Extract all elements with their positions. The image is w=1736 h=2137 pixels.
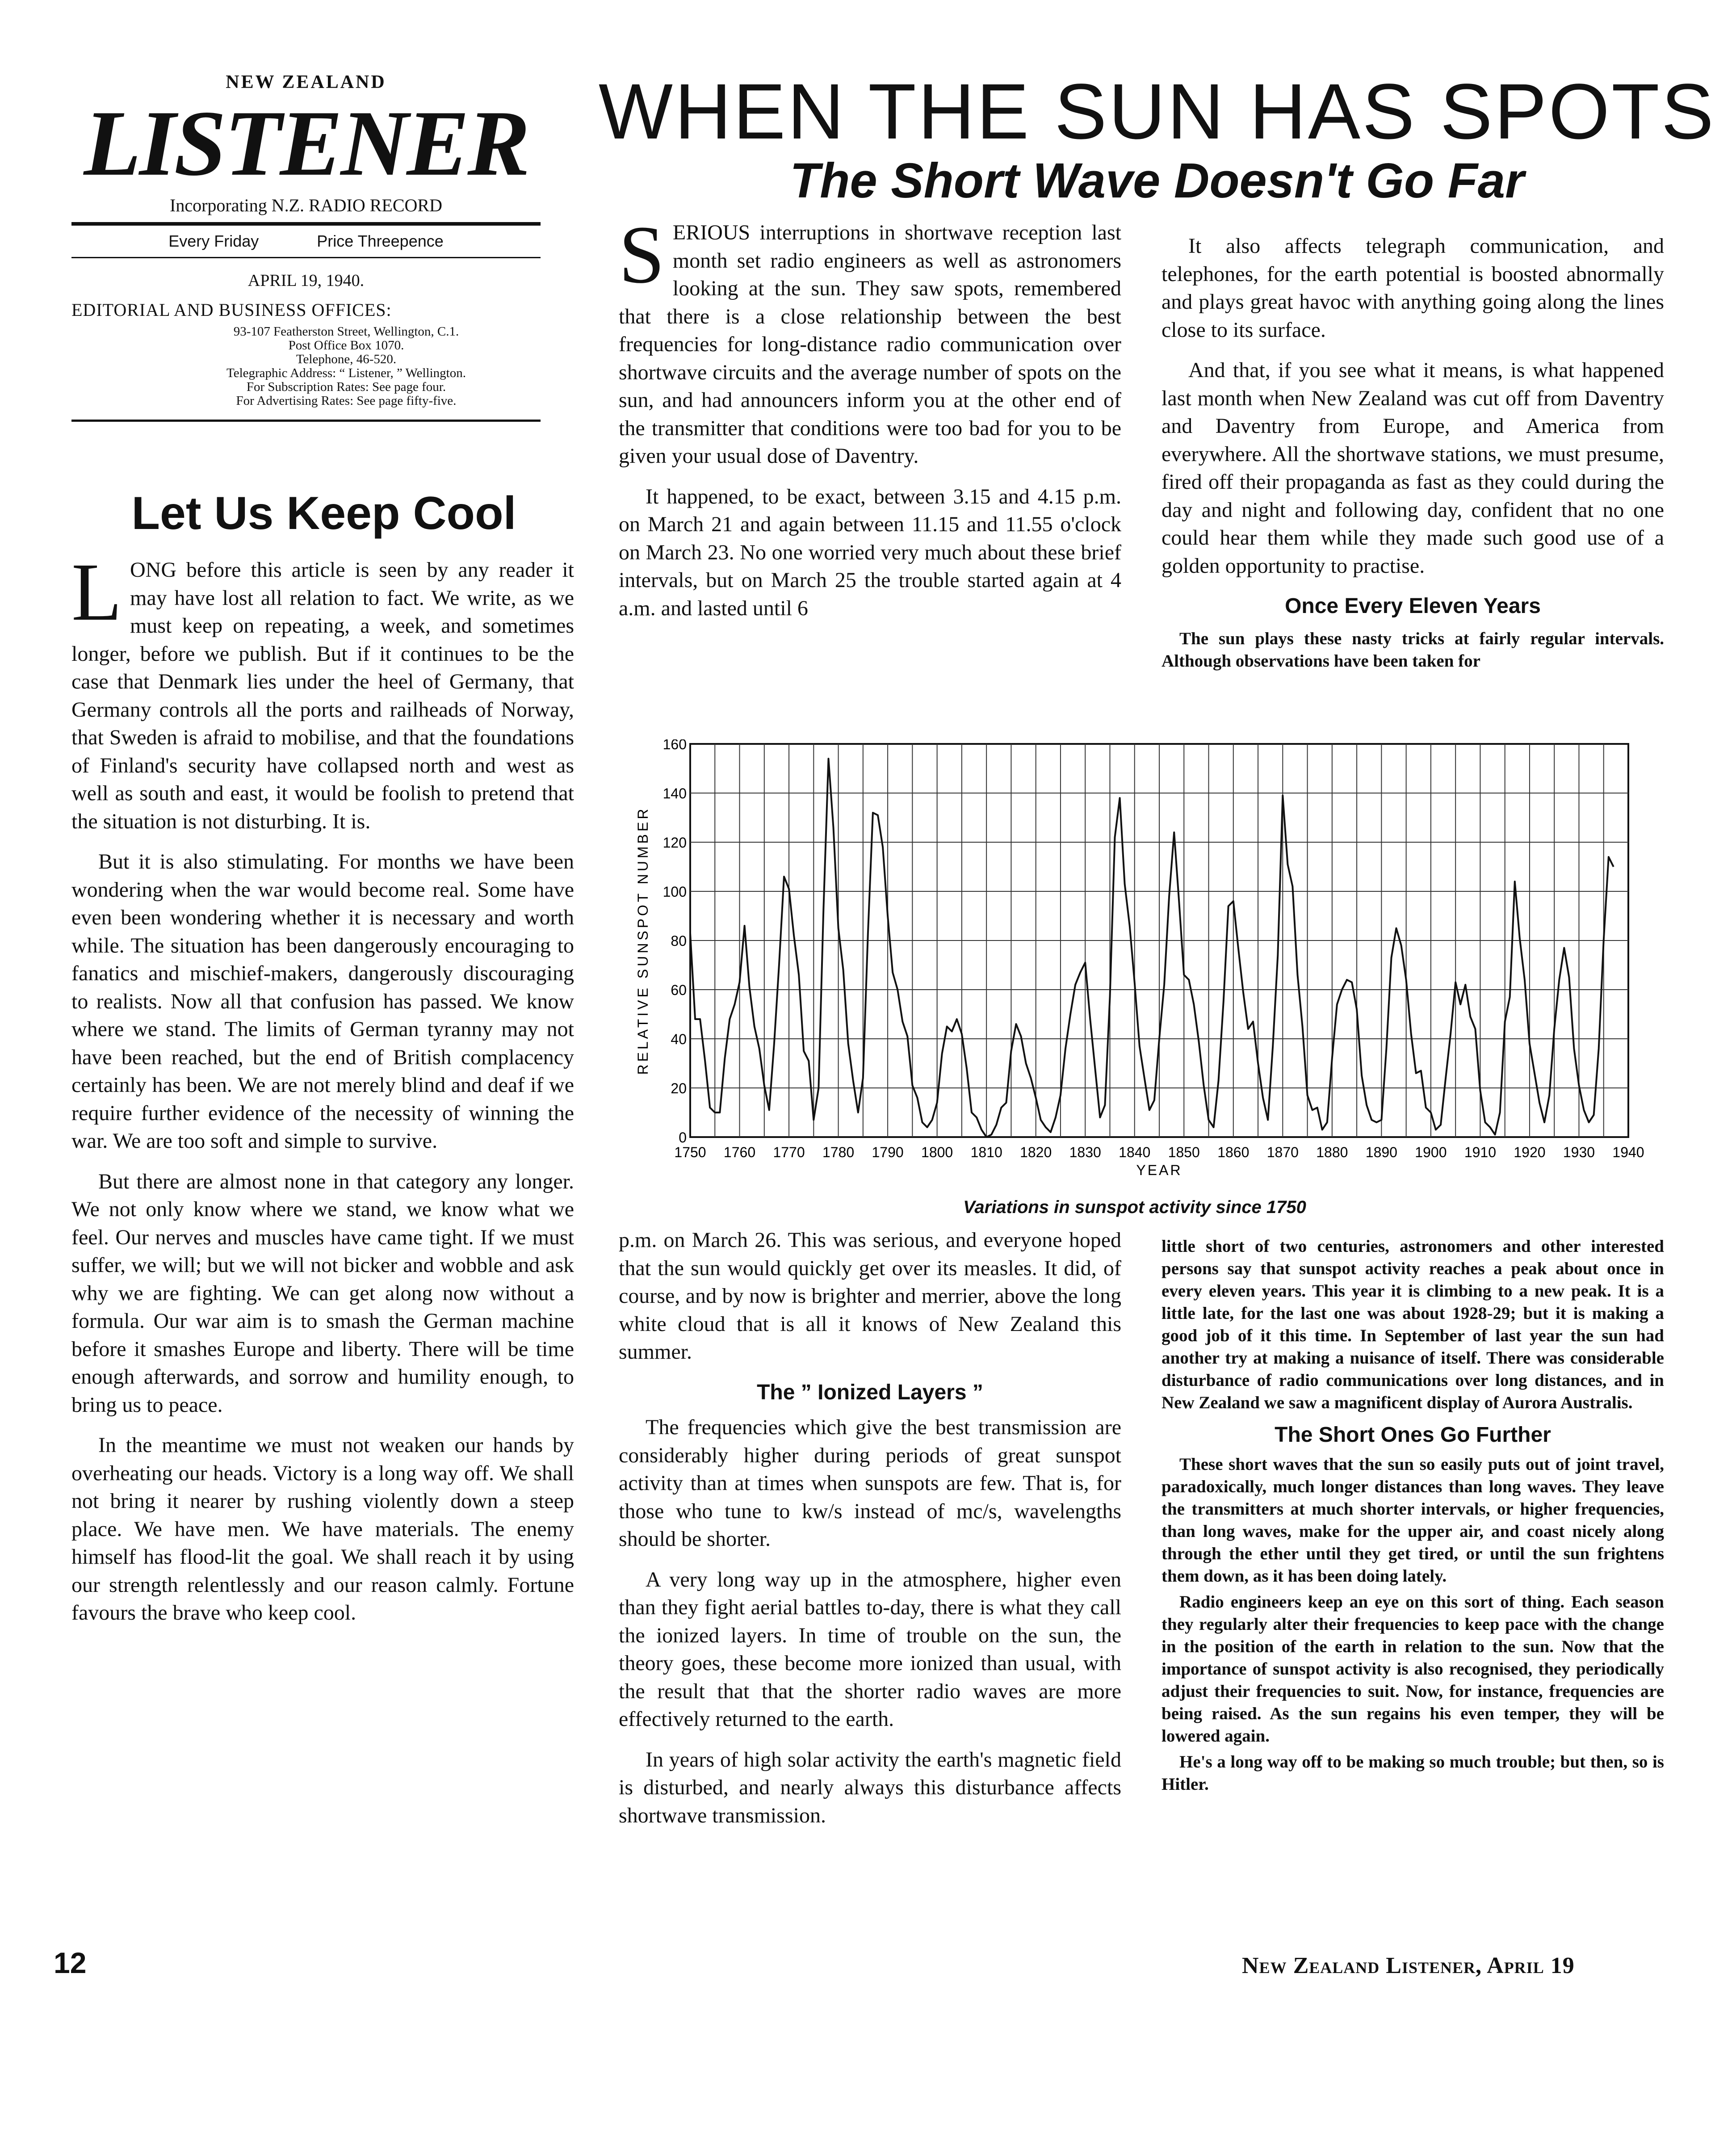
masthead-line: For Advertising Rates: See page fifty-five. <box>236 394 457 408</box>
y-tick-label: 160 <box>663 739 687 752</box>
masthead-line: For Subscription Rates: See page four. <box>246 380 446 394</box>
article-small-paragraph: little short of two centuries, astronomers and other interested persons say that sunspot activity reaches a peak about once in every eleven years. This year it is climbing to a new peak. It is a little late, for the last one was about 1928-29; but it is making a good job of it this time. In September of last year the sun had another try at making a nuisance of itself. There was considerable disturbance of radio communications over long distances, and in New Zealand we saw a magnificent display of Aurora Australis. <box>1162 1237 1664 1412</box>
x-tick-label: 1930 <box>1563 1144 1595 1160</box>
article-paragraph: And that, if you see what it means, is what happened last month when New Zealand was cut off from Daventry and Daventry from Europe, and America from everywhere. All the shortwave stations, we must presume, fired off their propaganda as fast as they could during the day and night and following day, confident that no one could hear them while they made such good use of a golden opportunity to practise. <box>1162 358 1664 578</box>
article-subhead: Once Every Eleven Years <box>1285 594 1541 618</box>
article-paragraph: p.m. on March 26. This was serious, and everyone hoped that the sun would quickly get over its measles. It did, of course, and by now is brighter and merrier, above the long white cloud that is all it knows of New Zealand this summer. <box>619 1228 1121 1364</box>
x-axis-label: YEAR <box>1136 1162 1182 1178</box>
article-column-right-top <box>1162 232 1664 676</box>
y-tick-label: 120 <box>663 835 687 851</box>
y-tick-label: 100 <box>663 884 687 900</box>
y-axis-label: RELATIVE SUNSPOT NUMBER <box>635 806 651 1075</box>
editorial-paragraph: But there are almost none in that category any longer. We not only know where we stand, we know what we feel. Our nerves and muscles have came tight. If we must suffer, we will; but we will not bicker and wobble and ask why we are fighting. We can get along now without a formula. Our war aim is to smash the German machine before it smashes Europe and liberty. There will be time enough afterwards, and sorrow and humility enough, to bring us to peace. <box>71 1169 574 1417</box>
article-subhead: The ” Ionized Layers ” <box>757 1380 983 1404</box>
masthead-line: Telegraphic Address: “ Listener, ” Wellington. <box>226 366 466 380</box>
drop-cap: L <box>71 546 122 638</box>
masthead-every: Every Friday <box>168 232 259 250</box>
y-tick-label: 140 <box>663 785 687 802</box>
masthead-subtitle: Incorporating N.Z. RADIO RECORD <box>170 195 442 215</box>
x-tick-label: 1890 <box>1365 1144 1397 1160</box>
x-tick-label: 1850 <box>1168 1144 1200 1160</box>
x-tick-label: 1770 <box>773 1144 805 1160</box>
masthead-line: Post Office Box 1070. <box>288 338 404 353</box>
x-tick-label: 1750 <box>674 1144 706 1160</box>
x-tick-label: 1830 <box>1069 1144 1101 1160</box>
article-subheadline: The Short Wave Doesn't Go Far <box>790 153 1524 208</box>
chart-caption: Variations in sunspot activity since 1750 <box>963 1197 1306 1217</box>
x-tick-label: 1760 <box>723 1144 756 1160</box>
article-paragraph: It happened, to be exact, between 3.15 and 4.15 p.m. on March 21 and again between 11.15 and 11.55 o'clock on March 23. No one worried very much about these brief intervals, but on March 25 the trouble started again at 4 a.m. and lasted until 6 <box>619 484 1121 620</box>
masthead-title: LISTENER <box>84 92 528 195</box>
article-column-right-bottom <box>1162 1235 1664 1799</box>
x-tick-label: 1820 <box>1020 1144 1052 1160</box>
masthead-line: 93-107 Featherston Street, Wellington, C.1. <box>233 324 459 339</box>
article-paragraph: The frequencies which give the best transmission are considerably higher during periods of great sunspot activity than at times when sunspots are few. That is, for those who tune to kw/s instead of mc/s, wavelengths should be shorter. <box>619 1415 1121 1551</box>
editorial-paragraph: But it is also stimulating. For months we have been wondering when the war would become real. Some have even been wondering whether it is necessary and worth while. The situation has been dangerously encouraging to fanatics and mischief-makers, dangerously discouraging to realists. Now all that confusion has passed. We know where we stand. The limits of German tyranny may not have been reached, but the end of British complacency certainly has been. We are not merely blind and deaf if we require further evidence of the necessity of winning the war. We are too soft and simple to survive. <box>71 850 574 1153</box>
article-paragraph: A very long way up in the atmosphere, higher even than they fight aerial battles to-day, there is what they call the ionized layers. In time of trouble on the sun, the theory goes, these become more ionized than usual, with the result that that the shorter radio waves are more effectively returned to the earth. <box>619 1567 1121 1731</box>
x-tick-label: 1780 <box>822 1144 855 1160</box>
article-column-middle-top <box>619 209 1121 635</box>
y-tick-label: 80 <box>671 933 687 949</box>
masthead-rule <box>71 257 541 258</box>
x-tick-label: 1910 <box>1464 1144 1497 1160</box>
article-small-paragraph: The sun plays these nasty tricks at fairly regular intervals. Although observations have been taken for <box>1162 629 1664 671</box>
x-tick-label: 1900 <box>1415 1144 1447 1160</box>
y-tick-label: 0 <box>679 1129 687 1146</box>
x-tick-label: 1920 <box>1514 1144 1546 1160</box>
footer-issue: New Zealand Listener, April 19 <box>1242 1953 1575 1978</box>
sunspot-chart-svg <box>621 739 1648 1186</box>
x-tick-label: 1810 <box>970 1144 1002 1160</box>
x-tick-label: 1880 <box>1316 1144 1348 1160</box>
editorial-paragraph: LONG before this article is seen by any reader it may have lost all relation to fact. We write, as we must keep on repeating, a week, and sometimes longer, before we publish. But if it continues to be the case that Denmark lies under the heel of Germany, that Germany controls all the ports and railheads of Norway, that Sweden is afraid to mobilise, and that the foundations of Finland's security have collapsed north and west as well as south and east, it would be foolish to pretend that the situation is not disturbing. It is. <box>71 546 574 833</box>
editorial-paragraph: In the meantime we must not weaken our hands by overheating our heads. Victory is a long way off. We shall not bring it nearer by rushing violently down a steep place. We have men. We have materials. The enemy himself has flood-lit the goal. We shall reach it by using our strength relentlessly and our reason calmly. Fortune favours the brave who keep cool. <box>71 1433 574 1625</box>
sunspot-series-line <box>690 759 1614 1137</box>
y-tick-label: 60 <box>671 982 687 998</box>
sunspot-chart <box>621 739 1648 1186</box>
article-small-paragraph: He's a long way off to be making so much trouble; but then, so is Hitler. <box>1162 1752 1664 1794</box>
masthead <box>71 71 541 422</box>
article-headline-block <box>581 68 1733 210</box>
masthead-info-row <box>71 226 541 257</box>
article-headline: WHEN THE SUN HAS SPOTS <box>598 68 1716 155</box>
page-number: 12 <box>54 1946 87 1979</box>
y-tick-label: 40 <box>671 1031 687 1047</box>
x-tick-label: 1800 <box>921 1144 953 1160</box>
masthead-rule <box>71 420 541 422</box>
article-column-middle-bottom <box>619 1226 1121 1842</box>
drop-cap: S <box>619 209 665 301</box>
x-tick-label: 1840 <box>1119 1144 1151 1160</box>
article-paragraph: In years of high solar activity the earth's magnetic field is disturbed, and nearly always this disturbance affects shortwave transmission. <box>619 1747 1121 1827</box>
masthead-date: APRIL 19, 1940. <box>247 271 365 290</box>
article-small-paragraph: Radio engineers keep an eye on this sort of thing. Each season they regularly alter their frequencies to keep pace with the change in the position of the earth in relation to the sun. Now that the importance of sunspot activity is also recognised, they periodically adjust their frequencies to suit. Now, for instance, frequencies are being raised. As the sun regains his even temper, they will be lowered again. <box>1162 1592 1664 1746</box>
masthead-top: NEW ZEALAND <box>226 72 386 92</box>
article-small-paragraph: These short waves that the sun so easily puts out of joint travel, paradoxically, much longer distances than long waves. They leave the transmitters at much shorter intervals, or higher frequencies, than long waves, make for the upper air, and coast nicely along through the ether until they get tired, or until the sun frightens them down, as it has been doing lately. <box>1162 1455 1664 1586</box>
x-tick-label: 1860 <box>1217 1144 1250 1160</box>
article-subhead: The Short Ones Go Further <box>1275 1423 1551 1447</box>
masthead-rule <box>71 222 541 226</box>
article-paragraph: It also affects telegraph communication, and telephones, for the earth potential is boosted abnormally and plays great havoc with anything going along the lines close to its surface. <box>1162 234 1664 342</box>
x-tick-label: 1790 <box>872 1144 904 1160</box>
masthead-line: Telephone, 46-520. <box>296 352 397 366</box>
editorial-column <box>71 546 574 1640</box>
editorial-title: Let Us Keep Cool <box>131 487 516 539</box>
masthead-address-block <box>152 325 541 408</box>
y-tick-label: 20 <box>671 1080 687 1096</box>
x-tick-label: 1940 <box>1612 1144 1644 1160</box>
masthead-offices: EDITORIAL AND BUSINESS OFFICES: <box>71 300 392 320</box>
x-tick-label: 1870 <box>1266 1144 1299 1160</box>
masthead-price: Price Threepence <box>317 232 444 250</box>
article-paragraph: SERIOUS interruptions in shortwave reception last month set radio engineers as well as astronomers looking at the sun. They saw spots, remembered that there is a close relationship between the best frequencies for long-distance radio communication over shortwave circuits and the average number of spots on the sun, and had announcers inform you at the other end of the transmitter that conditions were too bad for you to be given your usual dose of Daventry. <box>619 209 1121 468</box>
